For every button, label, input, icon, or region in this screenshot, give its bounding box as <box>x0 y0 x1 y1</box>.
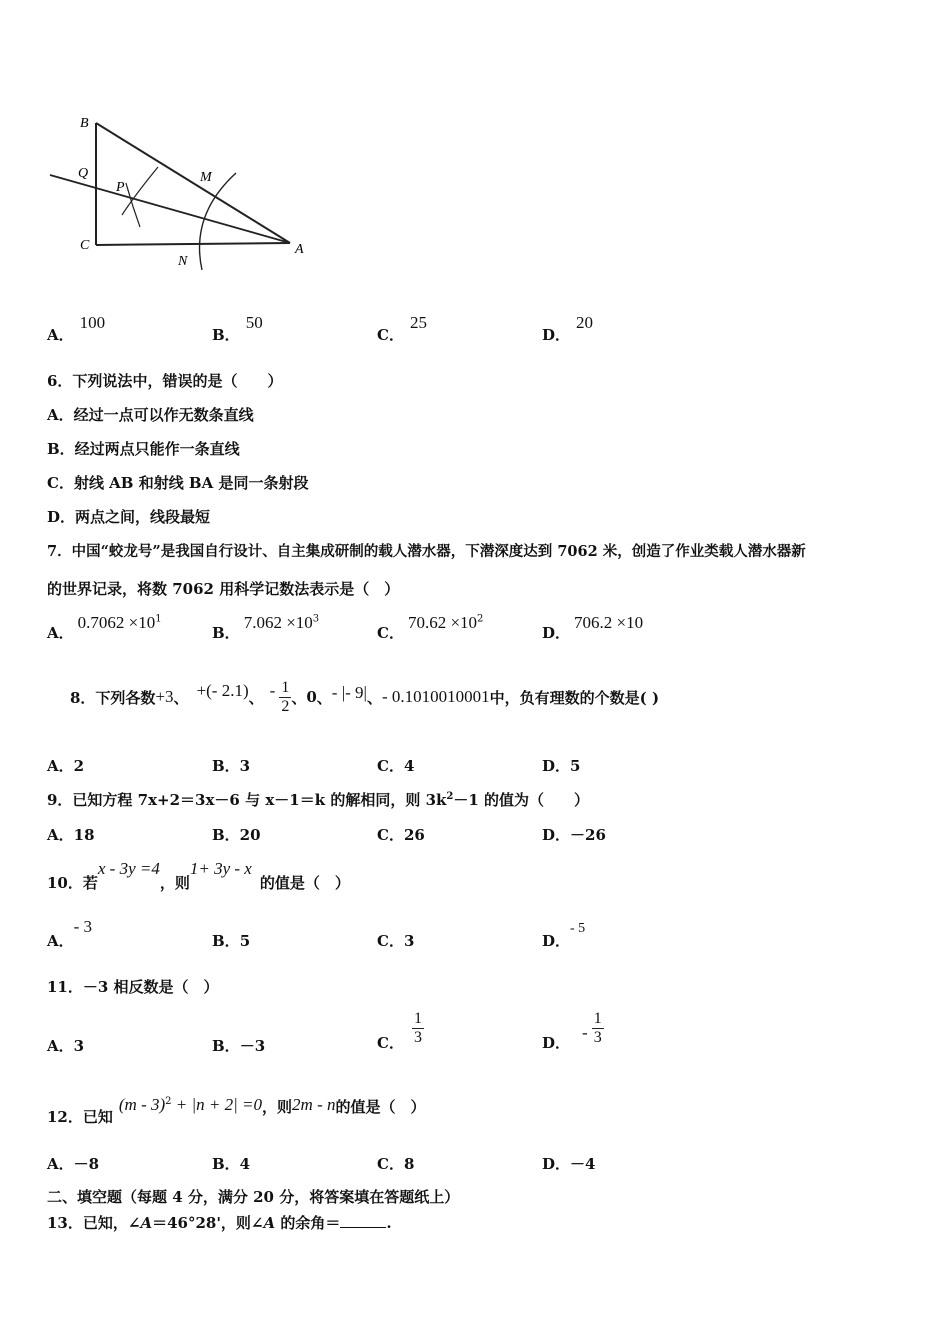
q12-condition-exp: 2 <box>165 1096 172 1107</box>
q9-option-b[interactable]: B．20 <box>212 826 261 844</box>
q10-prefix: 10．若 <box>47 874 98 892</box>
q10-condition: x - 3y =4 <box>97 859 160 878</box>
q6-option-d[interactable]: D．两点之间，线段最短 <box>47 508 211 526</box>
option-letter: B． <box>212 1037 240 1055</box>
fraction-denominator: 2 <box>281 697 290 715</box>
q13-var-2: A <box>263 1214 276 1232</box>
option-value: 50 <box>245 313 263 332</box>
triangle-figure <box>40 95 330 275</box>
option-letter: C． <box>377 1034 404 1052</box>
q13-var: A <box>140 1214 153 1232</box>
option-letter: C． <box>377 932 404 950</box>
q8-sep-4: 、 <box>316 688 332 707</box>
option-exp: 2 <box>477 613 484 625</box>
option-fraction <box>412 1010 424 1047</box>
q10-mid: ，则 <box>159 874 190 892</box>
arc-p-1 <box>122 167 158 215</box>
option-letter: B． <box>212 932 240 950</box>
q8-option-b[interactable]: B．3 <box>212 757 251 775</box>
option-value: 25 <box>409 313 427 332</box>
q8-item-3-fraction <box>279 679 291 716</box>
q5-option-c[interactable] <box>377 312 427 344</box>
q11-option-a[interactable] <box>47 1035 84 1056</box>
q8-stem <box>70 672 659 722</box>
q7-option-a[interactable] <box>47 612 162 642</box>
q7-option-c[interactable] <box>377 612 484 642</box>
q11-option-c[interactable] <box>377 1010 424 1052</box>
q6-option-a[interactable]: A．经过一点可以作无数条直线 <box>47 406 254 424</box>
q8-prefix: 8．下列各数 <box>70 688 156 707</box>
q9-option-a[interactable]: A．18 <box>47 826 95 844</box>
q9-stem <box>47 789 589 810</box>
q8-sep-5: 、 <box>366 688 382 707</box>
q8-option-d[interactable]: D．5 <box>542 757 581 775</box>
q13-text-b: ＝46°28'，则∠ <box>152 1214 264 1232</box>
q11-option-d[interactable] <box>542 1010 604 1052</box>
q9-text-c: 的解相同，则 <box>325 791 426 809</box>
fraction-numerator: 1 <box>593 1010 602 1027</box>
q8-option-a[interactable]: A．2 <box>47 757 85 775</box>
q8-item-4: 0 <box>306 688 317 706</box>
label-p: P <box>116 180 125 195</box>
q9-text-d: 的值为（ ） <box>478 791 590 809</box>
q12-suffix: 的值是（ ） <box>335 1098 426 1116</box>
label-b: B <box>80 116 89 131</box>
q13-text-c: 的余角＝ <box>275 1214 341 1232</box>
arc-mn <box>200 173 236 270</box>
q13-text-a: 13．已知，∠ <box>47 1214 141 1232</box>
q9-expr-exp: 2 <box>446 791 454 802</box>
q7-stem-line1: 7．中国“蛟龙号”是我国自行设计、自主集成研制的载人潜水器，下潜深度达到 7062 米，创造了作业类载人潜水器新 <box>47 543 806 560</box>
option-fraction <box>592 1010 604 1047</box>
option-value: 3 <box>73 1037 85 1055</box>
q8-item-2: +(- 2.1) <box>196 681 249 700</box>
q9-text-a: 9．已知方程 <box>47 791 138 809</box>
q10-option-d[interactable] <box>542 916 586 950</box>
option-base: 70.62 ×10 <box>407 613 478 632</box>
option-letter: C． <box>377 326 404 344</box>
q12-option-c[interactable]: C．8 <box>377 1155 415 1173</box>
q5-option-a[interactable] <box>47 312 106 344</box>
q12-condition-b: + |n + 2| =0 <box>171 1095 263 1114</box>
q8-suffix: 中，负有理数的个数是( ) <box>489 688 660 707</box>
q10-option-c[interactable] <box>377 930 414 951</box>
q10-suffix: 的值是（ ） <box>259 874 350 892</box>
option-exp: 3 <box>312 613 320 625</box>
q12-condition-a: (m - 3) <box>118 1095 166 1114</box>
q8-item-6: - 0.1010010001 <box>381 687 490 706</box>
option-value: 3 <box>403 932 415 950</box>
q8-item-5: - |- 9| <box>331 683 367 702</box>
option-letter: B． <box>212 624 240 642</box>
q7-option-b[interactable] <box>212 612 320 642</box>
section-2-title: 二、填空题（每题 4 分，满分 20 分，将答案填在答题纸上） <box>47 1188 460 1206</box>
q12-expression: 2m - n <box>292 1095 336 1114</box>
q8-sep-3: 、 <box>291 688 307 707</box>
q12-option-b[interactable]: B．4 <box>212 1155 251 1173</box>
label-m: M <box>200 170 212 185</box>
q13-text-d: . <box>386 1214 392 1232</box>
q9-expr: 3k <box>425 791 447 809</box>
option-base: 706.2 ×10 <box>574 613 644 632</box>
q12-option-d[interactable]: D．－4 <box>542 1155 596 1173</box>
q13-stem <box>47 1212 392 1233</box>
q10-expression: 1+ 3y - x <box>189 859 252 878</box>
q8-option-c[interactable]: C．4 <box>377 757 415 775</box>
option-letter: D． <box>542 932 571 950</box>
option-letter: D． <box>542 1034 571 1052</box>
q6-stem: 6．下列说法中，错误的是（ ） <box>47 372 283 390</box>
q8-item-1: +3 <box>155 687 174 706</box>
q8-sep-1: 、 <box>173 688 189 707</box>
option-exp: 1 <box>155 613 162 625</box>
segment-ba <box>96 123 290 243</box>
label-q: Q <box>78 166 89 181</box>
q9-expr-tail: －1 <box>453 791 479 809</box>
q9-eq2: x－1＝k <box>265 791 326 809</box>
label-a: A <box>295 242 304 257</box>
q7-option-d[interactable] <box>542 612 644 642</box>
option-letter: B． <box>212 326 240 344</box>
option-letter: A． <box>47 1037 74 1055</box>
q12-stem <box>47 1094 426 1126</box>
q9-text-b: 与 <box>239 791 266 809</box>
q6-option-b[interactable]: B．经过两点只能作一条直线 <box>47 440 240 458</box>
q10-option-b[interactable] <box>212 930 250 951</box>
q12-option-a[interactable]: A．－8 <box>47 1155 100 1173</box>
fraction-denominator: 3 <box>593 1029 602 1046</box>
label-n: N <box>178 254 188 269</box>
q8-item-3-sign: - <box>269 681 276 700</box>
q11-option-b[interactable] <box>212 1035 265 1056</box>
q6-option-c[interactable]: C．射线 AB 和射线 BA 是同一条射段 <box>47 474 309 492</box>
option-letter: C． <box>377 624 404 642</box>
option-letter: A． <box>47 932 74 950</box>
option-value: 20 <box>576 313 594 332</box>
q12-prefix: 12．已知 <box>47 1108 113 1126</box>
q12-mid: ，则 <box>262 1098 293 1116</box>
option-value: - 3 <box>73 917 93 936</box>
q8-sep-2: 、 <box>248 688 264 707</box>
option-letter: A． <box>47 326 74 344</box>
q13-answer-blank[interactable] <box>340 1213 386 1228</box>
fraction-numerator: 1 <box>281 678 290 696</box>
option-base: 0.7062 ×10 <box>77 613 156 632</box>
q5-option-b[interactable] <box>212 312 263 344</box>
q11-stem: 11．－3 相反数是（ ） <box>47 978 219 996</box>
option-value: －3 <box>239 1037 266 1055</box>
option-value: 5 <box>239 932 251 950</box>
fraction-numerator: 1 <box>413 1010 422 1027</box>
option-value: - 5 <box>570 921 586 936</box>
q5-option-d[interactable] <box>542 312 594 344</box>
bisector-line <box>50 175 290 243</box>
fraction-denominator: 3 <box>413 1029 422 1046</box>
q7-stem-line2: 的世界记录，将数 7062 用科学记数法表示是（ ） <box>47 580 400 598</box>
q10-option-a[interactable] <box>47 916 93 950</box>
option-letter: A． <box>47 624 74 642</box>
q9-eq1: 7x+2＝3x－6 <box>137 791 240 809</box>
q9-option-c[interactable]: C．26 <box>377 826 425 844</box>
option-value: 100 <box>79 313 106 332</box>
option-letter: D． <box>542 624 571 642</box>
label-c: C <box>80 238 90 253</box>
option-base: 7.062 ×10 <box>243 613 313 632</box>
q10-stem <box>47 858 350 892</box>
segment-ca <box>96 243 290 245</box>
option-sign: - <box>582 1022 588 1042</box>
q9-option-d[interactable]: D．－26 <box>542 826 606 844</box>
option-letter: D． <box>542 326 571 344</box>
